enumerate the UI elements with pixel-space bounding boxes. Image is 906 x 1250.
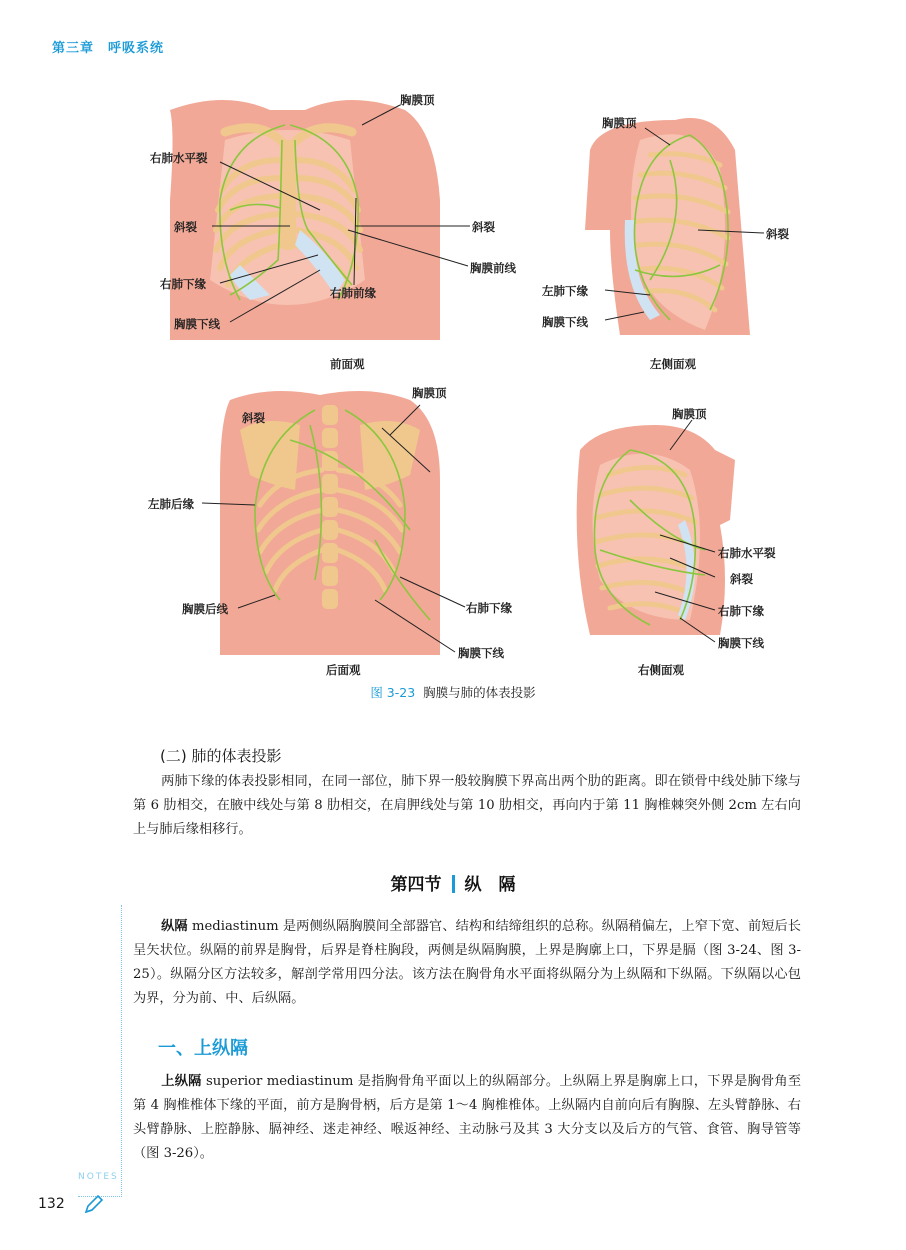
anatomy-illustration [130,80,800,700]
view-title-left-lateral: 左侧面观 [650,357,696,371]
label-right-horizontal-fissure: 右肺水平裂 [150,151,208,165]
anterior-view-drawing [170,100,440,340]
view-title-right-lateral: 右侧面观 [638,663,684,677]
label-inferior-pleural-line: 胸膜下线 [458,646,504,660]
figure-number: 图 3-23 [370,685,416,700]
label-left-lung-posterior-border: 左肺后缘 [148,497,194,511]
view-title-anterior: 前面观 [330,357,365,371]
notes-margin-line [121,905,122,1195]
label-inferior-pleural-line: 胸膜下线 [718,636,764,650]
subsection-paragraph: 两肺下缘的体表投影相同，在同一部位，肺下界一般较胸膜下界高出两个肋的距离。即在锁骨中线处肺下缘与第 6 肋相交，在腋中线处与第 8 肋相交，在肩胛线处与第 10 肋相交，再向内于第 11 胸椎棘突外侧 2cm 左右向上与肺后缘相移行。 [133,774,801,837]
right-lateral-view-drawing [577,425,735,635]
label-right-lung-inferior-border: 右肺下缘 [466,601,512,615]
figure-caption [0,683,906,701]
upper-mediastinum-paragraph: 上纵隔 superior mediastinum 是指胸骨角平面以上的纵隔部分。上纵隔上界是胸廓上口，下界是胸骨角至第 4 胸椎椎体下缘的平面，前方是胸骨柄，后方是第 1～4 胸椎椎体。上纵隔内自前向后有胸腺、左头臂静脉、右头臂静脉、上腔静脉、膈神经、迷走神经、喉返神经、主动脉弓及其 3 大分支以及后方的气管、食管、胸导管等（图 3-26）。 [133,1074,802,1161]
figure-caption-text: 胸膜与肺的体表投影 [423,685,536,700]
figure-3-23 [130,80,800,700]
label-anterior-pleural-line: 胸膜前线 [470,261,516,275]
label-oblique-fissure: 斜裂 [766,227,789,241]
posterior-view-drawing [220,391,440,655]
label-right-lung-anterior-border: 右肺前缘 [330,286,376,300]
label-pleural-cupula: 胸膜顶 [412,386,447,400]
mediastinum-paragraph: 纵隔 mediastinum 是两侧纵隔胸膜间全部器官、结构和结缔组织的总称。纵隔稍偏左，上窄下宽、前短后长呈矢状位。纵隔的前界是胸骨，后界是脊柱胸段，两侧是纵隔胸膜，上界是胸廓上口，下界是膈（图 3-24、图 3-25）。纵隔分区方法较多，解剖学常用四分法。该方法在胸骨角水平面将纵隔分为上纵隔和下纵隔。下纵隔以心包为界，分为前、中、后纵隔。 [133,919,801,1006]
label-pleural-cupula: 胸膜顶 [672,407,707,421]
notes-label: NOTES [78,1172,119,1182]
label-oblique-fissure-left: 斜裂 [472,220,495,234]
label-right-horizontal-fissure: 右肺水平裂 [718,546,776,560]
chapter-header: 第三章 呼吸系统 [52,41,165,56]
label-oblique-fissure: 斜裂 [730,572,753,586]
label-oblique-fissure: 斜裂 [242,411,265,425]
view-title-posterior: 后面观 [326,663,361,677]
label-right-lung-inferior-border: 右肺下缘 [718,604,764,618]
page-number: 132 [38,1196,65,1212]
left-lateral-view-drawing [585,118,750,335]
label-oblique-fissure-right: 斜裂 [174,220,197,234]
title-divider [452,875,455,893]
upper-mediastinum-heading: 一、上纵隔 [158,1038,248,1059]
label-right-lung-inferior-border: 右肺下缘 [160,277,206,291]
pencil-icon [82,1194,104,1216]
label-inferior-pleural-line: 胸膜下线 [174,317,220,331]
section-title: 第四节 纵 隔 [390,875,516,895]
label-inferior-pleural-line: 胸膜下线 [542,315,588,329]
label-pleural-cupula: 胸膜顶 [602,116,637,130]
label-pleural-cupula: 胸膜顶 [400,93,435,107]
label-left-lung-inferior-border: 左肺下缘 [542,284,588,298]
subsection-heading: (二) 肺的体表投影 [160,747,282,765]
label-posterior-pleural-line: 胸膜后线 [182,602,228,616]
